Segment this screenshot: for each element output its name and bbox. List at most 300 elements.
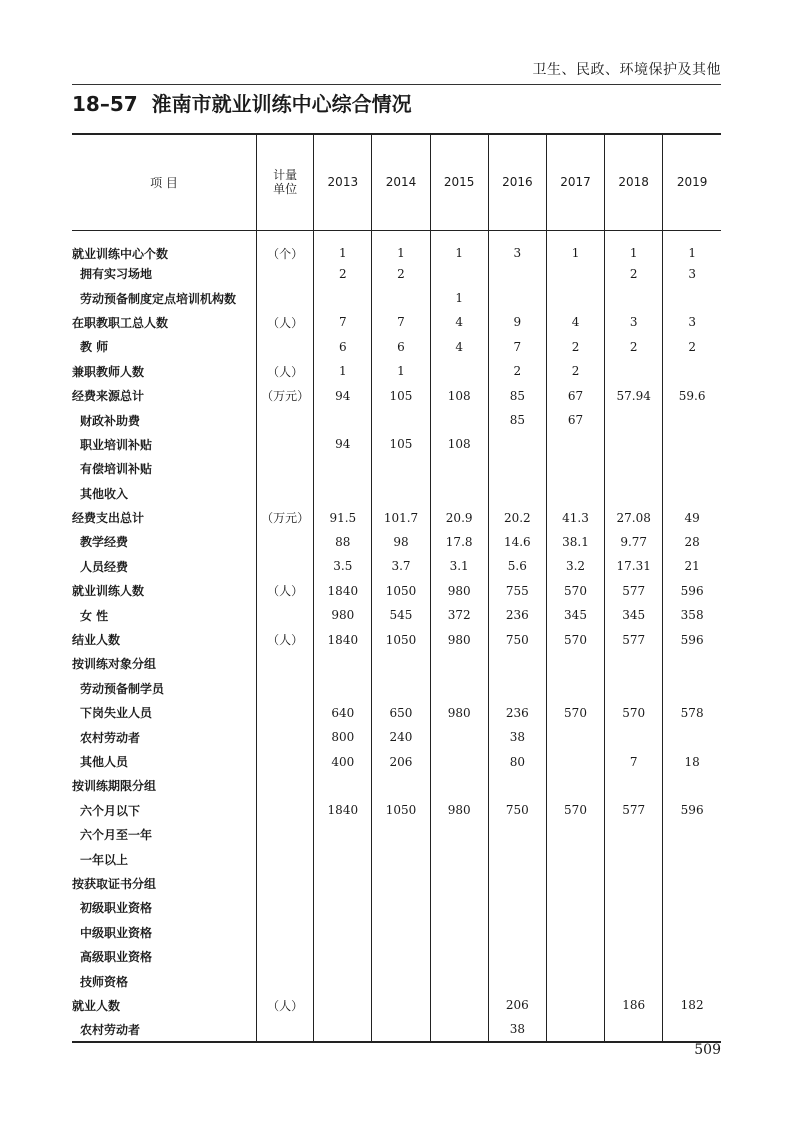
row-unit <box>257 871 314 895</box>
table-cell <box>605 847 663 871</box>
table-cell: 2 <box>314 262 372 286</box>
table-cell <box>314 896 372 920</box>
row-label: 在职教职工总人数 <box>72 315 169 330</box>
row-unit <box>257 530 314 554</box>
row-unit <box>257 457 314 481</box>
column-header-year: 2019 <box>663 134 721 230</box>
table-cell <box>546 725 604 749</box>
table-cell: 372 <box>430 603 488 627</box>
table-cell: 108 <box>430 432 488 456</box>
table-row <box>72 530 721 554</box>
table-row <box>72 457 721 481</box>
table-cell: 3 <box>488 230 546 262</box>
table-cell <box>372 969 430 993</box>
table-cell <box>663 652 721 676</box>
row-unit: （个） <box>257 230 314 262</box>
table-body <box>72 230 721 1042</box>
table-row <box>72 286 721 310</box>
table-cell: 67 <box>546 408 604 432</box>
table-cell <box>430 920 488 944</box>
table-cell: 1 <box>430 230 488 262</box>
table-row <box>72 774 721 798</box>
row-unit: （万元） <box>257 505 314 529</box>
table-cell: 85 <box>488 408 546 432</box>
row-label: 就业人数 <box>72 998 121 1013</box>
table-cell <box>314 944 372 968</box>
table-cell: 1 <box>314 230 372 262</box>
table-cell: 7 <box>314 310 372 334</box>
table-cell: 1 <box>372 230 430 262</box>
table-cell: 2 <box>546 335 604 359</box>
table-cell: 570 <box>546 701 604 725</box>
table-row <box>72 408 721 432</box>
table-cell <box>663 432 721 456</box>
table-cell <box>605 896 663 920</box>
table-cell <box>372 457 430 481</box>
row-label: 下岗失业人员 <box>80 706 153 721</box>
row-unit: （人） <box>257 359 314 383</box>
table-cell <box>546 920 604 944</box>
column-header-year: 2013 <box>314 134 372 230</box>
table-cell <box>430 993 488 1017</box>
table-cell: 1 <box>605 230 663 262</box>
table-row <box>72 359 721 383</box>
table-cell: 2 <box>488 359 546 383</box>
table-row <box>72 822 721 846</box>
table-row <box>72 603 721 627</box>
table-cell <box>372 920 430 944</box>
table-cell: 1840 <box>314 579 372 603</box>
row-label: 中级职业资格 <box>80 925 153 940</box>
table-cell: 3 <box>663 262 721 286</box>
table-cell <box>546 286 604 310</box>
table-cell <box>314 481 372 505</box>
table-cell <box>314 676 372 700</box>
table-cell <box>546 993 604 1017</box>
table-header-row <box>72 134 721 230</box>
table-cell <box>372 774 430 798</box>
table-cell: 101.7 <box>372 505 430 529</box>
table-cell <box>488 871 546 895</box>
table-cell <box>488 920 546 944</box>
unit-header-line2: 单位 <box>273 182 298 197</box>
table-cell: 105 <box>372 383 430 407</box>
table-cell <box>314 871 372 895</box>
table-row <box>72 335 721 359</box>
table-cell: 27.08 <box>605 505 663 529</box>
table-cell: 3.5 <box>314 554 372 578</box>
section-header: 卫生、民政、环境保护及其他 <box>532 62 721 78</box>
table-row <box>72 627 721 651</box>
row-unit <box>257 725 314 749</box>
table-cell <box>546 262 604 286</box>
row-unit <box>257 920 314 944</box>
table-row <box>72 230 721 262</box>
table-cell: 206 <box>488 993 546 1017</box>
table-cell <box>663 359 721 383</box>
table-cell: 3 <box>605 310 663 334</box>
table-cell: 91.5 <box>314 505 372 529</box>
table-row <box>72 652 721 676</box>
table-cell: 186 <box>605 993 663 1017</box>
row-unit <box>257 749 314 773</box>
table-cell: 5.6 <box>488 554 546 578</box>
table-cell <box>314 286 372 310</box>
row-label: 按训练对象分组 <box>72 657 157 672</box>
row-label: 农村劳动者 <box>80 730 141 745</box>
table-cell <box>488 481 546 505</box>
table-cell <box>314 408 372 432</box>
table-row <box>72 701 721 725</box>
table-cell: 38 <box>488 725 546 749</box>
row-unit <box>257 335 314 359</box>
row-unit <box>257 262 314 286</box>
row-label: 经费支出总计 <box>72 511 145 526</box>
row-unit <box>257 432 314 456</box>
table-row <box>72 993 721 1017</box>
row-unit <box>257 1018 314 1042</box>
row-unit <box>257 603 314 627</box>
table-title <box>72 88 412 117</box>
table-cell <box>430 359 488 383</box>
table-cell <box>372 286 430 310</box>
table-cell: 9.77 <box>605 530 663 554</box>
table-cell <box>546 652 604 676</box>
table-cell <box>430 896 488 920</box>
table-cell: 206 <box>372 749 430 773</box>
table-cell: 1050 <box>372 798 430 822</box>
column-header-year: 2018 <box>605 134 663 230</box>
table-cell: 240 <box>372 725 430 749</box>
table-cell <box>605 286 663 310</box>
table-title-text: 淮南市就业训练中心综合情况 <box>151 92 412 116</box>
row-unit <box>257 408 314 432</box>
table-cell: 2 <box>663 335 721 359</box>
table-cell <box>663 847 721 871</box>
table-cell <box>663 457 721 481</box>
table-cell <box>663 408 721 432</box>
table-row <box>72 554 721 578</box>
table-cell <box>488 847 546 871</box>
table-cell: 358 <box>663 603 721 627</box>
table-cell <box>488 432 546 456</box>
table-cell: 98 <box>372 530 430 554</box>
table-cell: 345 <box>546 603 604 627</box>
table-cell <box>488 896 546 920</box>
table-cell: 980 <box>430 579 488 603</box>
row-unit <box>257 798 314 822</box>
row-label: 劳动预备制学员 <box>80 681 165 696</box>
row-label: 六个月至一年 <box>80 828 153 843</box>
table-cell <box>605 822 663 846</box>
table-cell: 545 <box>372 603 430 627</box>
table-cell: 20.2 <box>488 505 546 529</box>
table-cell <box>314 652 372 676</box>
table-cell <box>605 725 663 749</box>
table-row <box>72 383 721 407</box>
row-label: 高级职业资格 <box>80 950 153 965</box>
table-cell <box>430 774 488 798</box>
table-cell <box>488 652 546 676</box>
table-row <box>72 310 721 334</box>
row-unit <box>257 896 314 920</box>
table-cell <box>488 286 546 310</box>
table-cell: 3 <box>663 310 721 334</box>
table-cell: 578 <box>663 701 721 725</box>
table-row <box>72 432 721 456</box>
table-cell <box>488 822 546 846</box>
table-cell <box>546 871 604 895</box>
table-cell <box>546 432 604 456</box>
table-cell: 236 <box>488 701 546 725</box>
row-label: 就业训练中心个数 <box>72 246 169 261</box>
table-cell <box>663 896 721 920</box>
table-cell: 4 <box>546 310 604 334</box>
table-cell: 577 <box>605 627 663 651</box>
table-cell <box>372 652 430 676</box>
table-cell <box>663 286 721 310</box>
column-header-item: 项 目 <box>72 134 257 230</box>
row-label: 技师资格 <box>80 974 129 989</box>
table-cell <box>546 774 604 798</box>
table-cell <box>430 749 488 773</box>
table-cell <box>605 432 663 456</box>
table-cell: 1840 <box>314 627 372 651</box>
table-cell: 2 <box>605 335 663 359</box>
table-cell: 182 <box>663 993 721 1017</box>
row-unit: （人） <box>257 579 314 603</box>
table-cell <box>430 481 488 505</box>
table-cell <box>605 359 663 383</box>
row-label: 有偿培训补贴 <box>80 462 153 477</box>
table-cell: 1 <box>663 230 721 262</box>
table-cell <box>663 969 721 993</box>
table-cell: 6 <box>372 335 430 359</box>
row-label: 人员经费 <box>80 559 129 574</box>
table-cell: 1 <box>546 230 604 262</box>
table-cell <box>430 262 488 286</box>
row-unit <box>257 701 314 725</box>
table-cell: 980 <box>430 798 488 822</box>
table-cell: 49 <box>663 505 721 529</box>
table-cell: 94 <box>314 432 372 456</box>
table-cell: 800 <box>314 725 372 749</box>
row-unit <box>257 286 314 310</box>
row-label: 拥有实习场地 <box>80 267 153 282</box>
data-table <box>72 133 721 1043</box>
table-cell: 94 <box>314 383 372 407</box>
table-cell: 750 <box>488 798 546 822</box>
table-cell <box>372 896 430 920</box>
row-unit: （人） <box>257 627 314 651</box>
table-cell: 20.9 <box>430 505 488 529</box>
table-cell <box>546 896 604 920</box>
table-cell: 4 <box>430 310 488 334</box>
table-cell: 7 <box>605 749 663 773</box>
table-cell: 38 <box>488 1018 546 1042</box>
table-cell: 1050 <box>372 627 430 651</box>
table-cell <box>546 457 604 481</box>
table-cell: 570 <box>546 798 604 822</box>
table-cell: 980 <box>430 627 488 651</box>
column-header-year: 2015 <box>430 134 488 230</box>
row-unit <box>257 676 314 700</box>
table-cell: 755 <box>488 579 546 603</box>
row-label: 财政补助费 <box>80 413 141 428</box>
table-cell: 7 <box>372 310 430 334</box>
table-cell <box>314 969 372 993</box>
table-cell <box>372 944 430 968</box>
table-number: 18–57 <box>72 92 138 116</box>
table-cell: 21 <box>663 554 721 578</box>
table-cell: 17.8 <box>430 530 488 554</box>
table-row <box>72 798 721 822</box>
table-cell: 28 <box>663 530 721 554</box>
table-cell: 577 <box>605 579 663 603</box>
table-cell <box>546 847 604 871</box>
table-cell: 640 <box>314 701 372 725</box>
table-row <box>72 481 721 505</box>
table-cell <box>605 481 663 505</box>
row-label: 按训练期限分组 <box>72 779 157 794</box>
table-cell <box>546 749 604 773</box>
row-label: 初级职业资格 <box>80 901 153 916</box>
table-cell <box>488 457 546 481</box>
table-cell: 108 <box>430 383 488 407</box>
row-label: 结业人数 <box>72 633 121 648</box>
row-label: 教 师 <box>80 340 109 355</box>
table-cell <box>372 408 430 432</box>
table-cell: 57.94 <box>605 383 663 407</box>
table-cell: 650 <box>372 701 430 725</box>
table-cell <box>605 652 663 676</box>
table-cell: 596 <box>663 798 721 822</box>
table-cell <box>430 822 488 846</box>
row-label: 教学经费 <box>80 535 129 550</box>
table-cell: 980 <box>430 701 488 725</box>
table-row <box>72 1018 721 1042</box>
row-label: 女 性 <box>80 608 109 623</box>
table-cell: 9 <box>488 310 546 334</box>
row-label: 就业训练人数 <box>72 584 145 599</box>
table-cell <box>430 944 488 968</box>
table-cell <box>663 944 721 968</box>
table-row <box>72 896 721 920</box>
table-row <box>72 262 721 286</box>
table-row <box>72 725 721 749</box>
table-cell: 1 <box>314 359 372 383</box>
header-rule <box>72 84 721 85</box>
table-cell <box>430 871 488 895</box>
table-cell: 85 <box>488 383 546 407</box>
row-unit: （人） <box>257 310 314 334</box>
row-label: 一年以上 <box>80 852 129 867</box>
table-cell <box>605 408 663 432</box>
table-row <box>72 676 721 700</box>
table-cell: 14.6 <box>488 530 546 554</box>
row-label: 其他收入 <box>80 486 129 501</box>
table-row <box>72 944 721 968</box>
unit-header-line1: 计量 <box>273 168 298 183</box>
page-number: 509 <box>694 1042 721 1058</box>
table-cell <box>372 871 430 895</box>
table-cell <box>605 871 663 895</box>
table-cell: 596 <box>663 579 721 603</box>
table-cell: 59.6 <box>663 383 721 407</box>
table-cell: 570 <box>546 579 604 603</box>
table-cell: 236 <box>488 603 546 627</box>
table-cell <box>314 920 372 944</box>
table-cell <box>605 969 663 993</box>
row-unit <box>257 969 314 993</box>
table-cell <box>546 969 604 993</box>
table-cell: 17.31 <box>605 554 663 578</box>
table-cell: 577 <box>605 798 663 822</box>
row-unit <box>257 652 314 676</box>
table-cell <box>488 774 546 798</box>
table-cell <box>488 969 546 993</box>
table-cell <box>663 1018 721 1042</box>
row-label: 兼职教师人数 <box>72 364 145 379</box>
table-row <box>72 749 721 773</box>
table-cell: 1 <box>372 359 430 383</box>
table-cell <box>546 1018 604 1042</box>
table-cell <box>372 1018 430 1042</box>
table-cell: 1050 <box>372 579 430 603</box>
row-label: 劳动预备制度定点培训机构数 <box>80 291 237 306</box>
table-cell: 2 <box>372 262 430 286</box>
table-cell <box>314 847 372 871</box>
table-cell <box>314 1018 372 1042</box>
row-unit: （人） <box>257 993 314 1017</box>
table-cell: 7 <box>488 335 546 359</box>
row-unit <box>257 481 314 505</box>
table-cell: 570 <box>546 627 604 651</box>
table-cell: 345 <box>605 603 663 627</box>
table-cell <box>430 725 488 749</box>
column-header-unit <box>257 134 314 230</box>
table-cell <box>430 408 488 432</box>
table-cell: 980 <box>314 603 372 627</box>
table-cell <box>372 993 430 1017</box>
table-cell: 1 <box>430 286 488 310</box>
table-cell <box>314 822 372 846</box>
table-cell <box>488 944 546 968</box>
row-label: 其他人员 <box>80 755 129 769</box>
table-cell <box>430 847 488 871</box>
row-label: 农村劳动者 <box>72 1018 257 1042</box>
table-row <box>72 505 721 529</box>
table-cell <box>430 457 488 481</box>
table-cell: 67 <box>546 383 604 407</box>
table-row <box>72 579 721 603</box>
table-cell: 18 <box>663 749 721 773</box>
table-cell <box>663 676 721 700</box>
table-cell <box>546 822 604 846</box>
table-cell: 2 <box>546 359 604 383</box>
table-cell <box>372 676 430 700</box>
row-label: 六个月以下 <box>80 803 141 818</box>
table-cell: 105 <box>372 432 430 456</box>
column-header-year: 2017 <box>546 134 604 230</box>
table-cell <box>314 774 372 798</box>
table-cell <box>605 457 663 481</box>
table-cell: 3.7 <box>372 554 430 578</box>
row-unit: （万元） <box>257 383 314 407</box>
table-cell: 88 <box>314 530 372 554</box>
table-row <box>72 847 721 871</box>
row-unit <box>257 847 314 871</box>
